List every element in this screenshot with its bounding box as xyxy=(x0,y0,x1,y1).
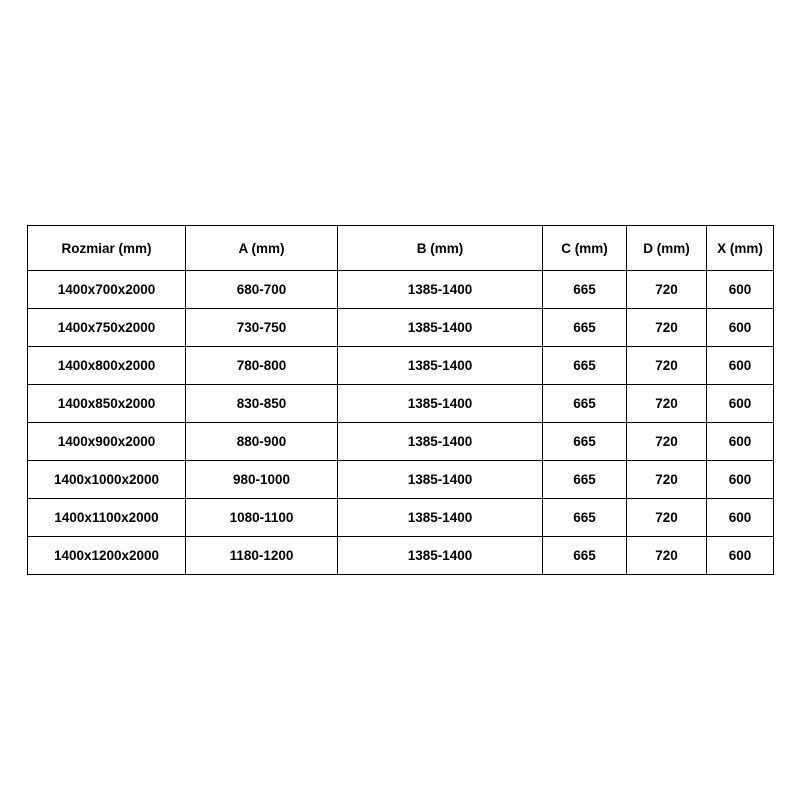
column-header-rozmiar: Rozmiar (mm) xyxy=(28,226,186,271)
cell-c: 665 xyxy=(543,499,627,537)
table-row xyxy=(28,385,774,423)
table-row xyxy=(28,309,774,347)
cell-b: 1385-1400 xyxy=(338,537,543,575)
cell-b: 1385-1400 xyxy=(338,271,543,309)
table-body xyxy=(28,271,774,575)
cell-rozmiar: 1400x1100x2000 xyxy=(28,499,186,537)
cell-c: 665 xyxy=(543,537,627,575)
cell-d: 720 xyxy=(627,271,707,309)
cell-c: 665 xyxy=(543,385,627,423)
cell-a: 1180-1200 xyxy=(186,537,338,575)
cell-c: 665 xyxy=(543,309,627,347)
cell-c: 665 xyxy=(543,423,627,461)
cell-rozmiar: 1400x1000x2000 xyxy=(28,461,186,499)
cell-x: 600 xyxy=(707,271,774,309)
cell-x: 600 xyxy=(707,537,774,575)
table-row xyxy=(28,537,774,575)
cell-a: 780-800 xyxy=(186,347,338,385)
cell-a: 880-900 xyxy=(186,423,338,461)
cell-c: 665 xyxy=(543,347,627,385)
cell-a: 680-700 xyxy=(186,271,338,309)
cell-d: 720 xyxy=(627,347,707,385)
cell-a: 730-750 xyxy=(186,309,338,347)
cell-rozmiar: 1400x900x2000 xyxy=(28,423,186,461)
table-row xyxy=(28,461,774,499)
cell-x: 600 xyxy=(707,309,774,347)
cell-rozmiar: 1400x1200x2000 xyxy=(28,537,186,575)
cell-d: 720 xyxy=(627,537,707,575)
cell-d: 720 xyxy=(627,461,707,499)
specification-table-container xyxy=(27,225,773,575)
column-header-x: X (mm) xyxy=(707,226,774,271)
table-row xyxy=(28,499,774,537)
cell-rozmiar: 1400x850x2000 xyxy=(28,385,186,423)
table-header-row xyxy=(28,226,774,271)
table-row xyxy=(28,423,774,461)
cell-x: 600 xyxy=(707,423,774,461)
column-header-d: D (mm) xyxy=(627,226,707,271)
cell-b: 1385-1400 xyxy=(338,309,543,347)
cell-b: 1385-1400 xyxy=(338,423,543,461)
cell-rozmiar: 1400x750x2000 xyxy=(28,309,186,347)
cell-d: 720 xyxy=(627,309,707,347)
cell-x: 600 xyxy=(707,347,774,385)
cell-a: 1080-1100 xyxy=(186,499,338,537)
cell-b: 1385-1400 xyxy=(338,385,543,423)
cell-d: 720 xyxy=(627,423,707,461)
cell-x: 600 xyxy=(707,461,774,499)
cell-x: 600 xyxy=(707,499,774,537)
cell-x: 600 xyxy=(707,385,774,423)
table-row xyxy=(28,347,774,385)
cell-b: 1385-1400 xyxy=(338,347,543,385)
cell-c: 665 xyxy=(543,271,627,309)
cell-rozmiar: 1400x800x2000 xyxy=(28,347,186,385)
column-header-c: C (mm) xyxy=(543,226,627,271)
cell-a: 980-1000 xyxy=(186,461,338,499)
cell-c: 665 xyxy=(543,461,627,499)
cell-b: 1385-1400 xyxy=(338,461,543,499)
cell-a: 830-850 xyxy=(186,385,338,423)
column-header-a: A (mm) xyxy=(186,226,338,271)
cell-d: 720 xyxy=(627,499,707,537)
cell-b: 1385-1400 xyxy=(338,499,543,537)
cell-d: 720 xyxy=(627,385,707,423)
table-row xyxy=(28,271,774,309)
table-header xyxy=(28,226,774,271)
cell-rozmiar: 1400x700x2000 xyxy=(28,271,186,309)
column-header-b: B (mm) xyxy=(338,226,543,271)
specification-table xyxy=(27,225,774,575)
